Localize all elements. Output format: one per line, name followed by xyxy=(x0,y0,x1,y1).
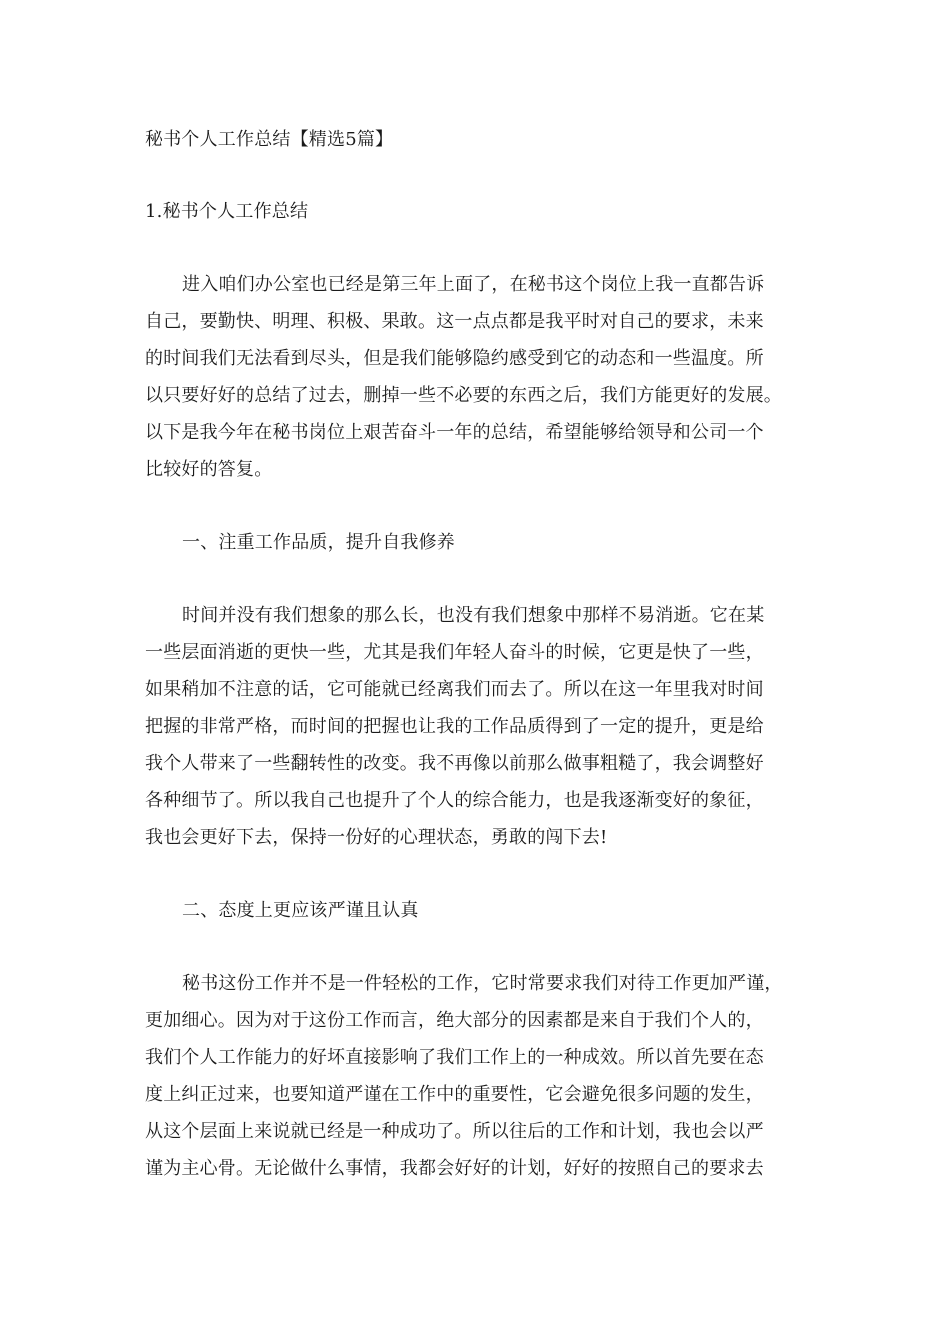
paragraph-line: 一些层面消逝的更快一些，尤其是我们年轻人奋斗的时候，它更是快了一些， xyxy=(145,642,764,663)
paragraph-line: 把握的非常严格，而时间的把握也让我的工作品质得到了一定的提升，更是给 xyxy=(145,716,764,737)
subheading: 二、态度上更应该严谨且认真 xyxy=(182,900,419,921)
intro-line: 以下是我今年在秘书岗位上艰苦奋斗一年的总结，希望能够给领导和公司一个 xyxy=(145,422,764,443)
intro-line: 以只要好好的总结了过去，删掉一些不必要的东西之后，我们方能更好的发展。 xyxy=(145,385,782,406)
intro-line: 比较好的答复。 xyxy=(145,459,273,480)
paragraph-line: 度上纠正过来，也要知道严谨在工作中的重要性，它会避免很多问题的发生， xyxy=(145,1084,764,1105)
paragraph-line: 我们个人工作能力的好坏直接影响了我们工作上的一种成效。所以首先要在态 xyxy=(145,1047,764,1068)
subheading: 一、注重工作品质，提升自我修养 xyxy=(182,532,455,553)
paragraph-line: 从这个层面上来说就已经是一种成功了。所以往后的工作和计划，我也会以严 xyxy=(145,1121,764,1142)
paragraph-line: 时间并没有我们想象的那么长，也没有我们想象中那样不易消逝。它在某 xyxy=(182,605,765,626)
paragraph-line: 我个人带来了一些翻转性的改变。我不再像以前那么做事粗糙了，我会调整好 xyxy=(145,753,764,774)
paragraph-line: 如果稍加不注意的话，它可能就已经离我们而去了。所以在这一年里我对时间 xyxy=(145,679,764,700)
document-title: 秘书个人工作总结【精选5篇】 xyxy=(145,129,394,150)
paragraph-line: 各种细节了。所以我自己也提升了个人的综合能力，也是我逐渐变好的象征， xyxy=(145,790,764,811)
intro-line: 自己，要勤快、明理、积极、果敢。这一点点都是我平时对自己的要求，未来 xyxy=(145,311,764,332)
paragraph-line: 谨为主心骨。无论做什么事情，我都会好好的计划，好好的按照自己的要求去 xyxy=(145,1158,764,1179)
intro-line: 进入咱们办公室也已经是第三年上面了，在秘书这个岗位上我一直都告诉 xyxy=(182,274,765,295)
section-heading: 1.秘书个人工作总结 xyxy=(145,201,309,222)
paragraph-line: 更加细心。因为对于这份工作而言，绝大部分的因素都是来自于我们个人的， xyxy=(145,1010,764,1031)
paragraph-line: 秘书这份工作并不是一件轻松的工作，它时常要求我们对待工作更加严谨， xyxy=(182,973,783,994)
paragraph-line: 我也会更好下去，保持一份好的心理状态，勇敢的闯下去! xyxy=(145,827,608,848)
intro-line: 的时间我们无法看到尽头，但是我们能够隐约感受到它的动态和一些温度。所 xyxy=(145,348,764,369)
